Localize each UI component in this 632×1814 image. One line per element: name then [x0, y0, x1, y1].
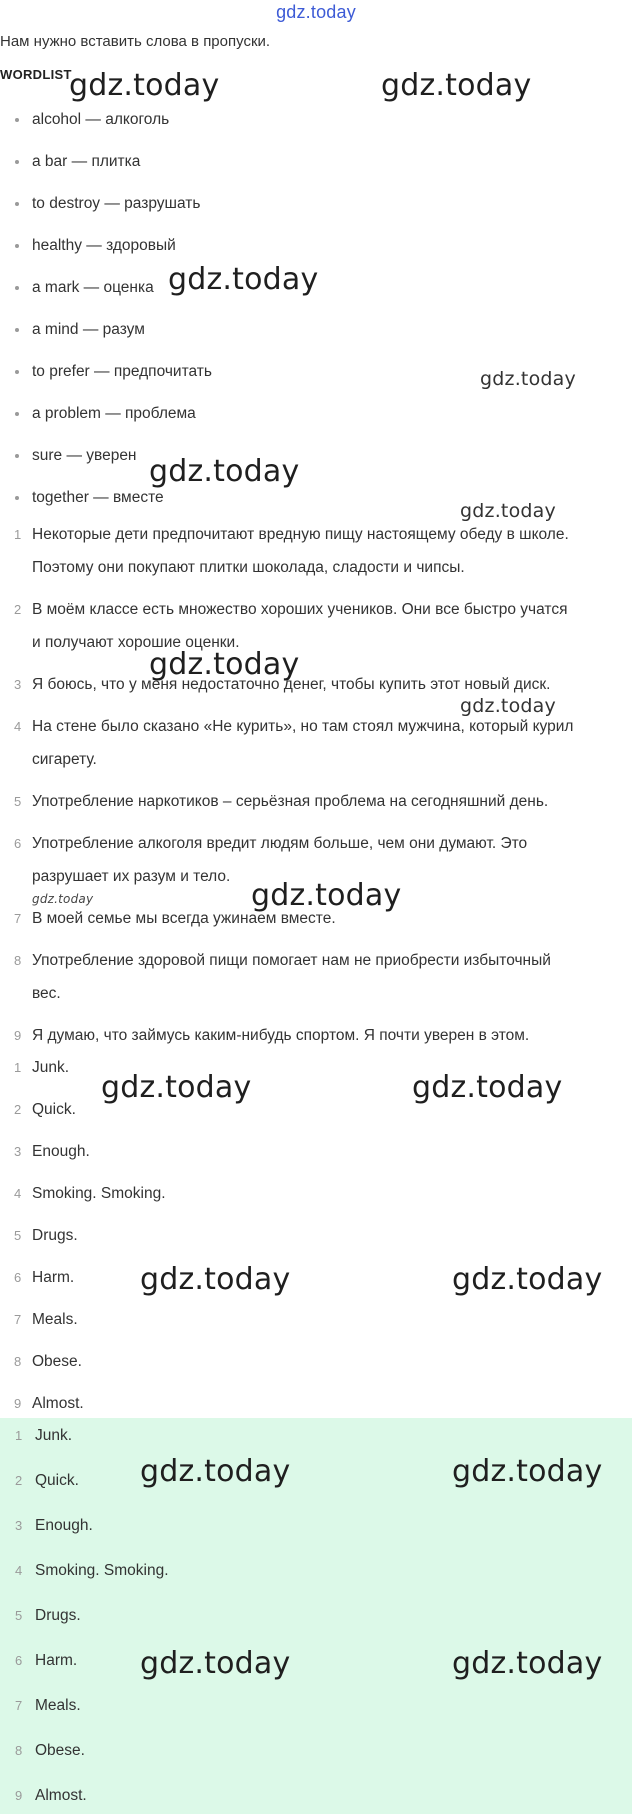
translation-line: разрушает их разум и тело.: [32, 868, 231, 885]
answer-text: Junk.: [32, 1059, 70, 1076]
answer-number: 7: [14, 1312, 22, 1327]
wordlist-entry: to destroy — разрушать: [32, 195, 201, 212]
translation-line: Употребление наркотиков – серьёзная проблема на сегодняшний день.: [32, 793, 549, 810]
list-item: [0, 444, 632, 468]
translation-text: [32, 593, 627, 659]
watermark: gdz.today: [32, 892, 94, 906]
answer-number: 5: [15, 1608, 23, 1623]
answer-number: 3: [15, 1518, 23, 1533]
wordlist-entry: a mind — разум: [32, 321, 145, 338]
watermark: gdz.today: [168, 262, 319, 297]
watermark: gdz.today: [460, 500, 556, 522]
watermark: gdz.today: [452, 1646, 603, 1681]
answer-text: Junk.: [35, 1427, 73, 1444]
answer-number: 2: [15, 1473, 23, 1488]
watermark: gdz.today: [412, 1070, 563, 1105]
bullet-icon: [15, 160, 19, 164]
answer-number: 8: [14, 1354, 22, 1369]
bullet-icon: [15, 202, 19, 206]
watermark: gdz.today: [69, 68, 220, 103]
translation-text: [32, 785, 627, 818]
answer-text: Drugs.: [35, 1607, 81, 1624]
intro-text: Нам нужно вставить слова в пропуски.: [0, 33, 271, 50]
answer-text: Drugs.: [32, 1227, 78, 1244]
answer-number: 2: [14, 1102, 22, 1117]
translation-text: [32, 1019, 627, 1052]
translation-line: Поэтому они покупают плитки шоколада, сладости и чипсы.: [32, 559, 465, 576]
answer-number: 9: [15, 1788, 23, 1803]
translation-number: 1: [14, 527, 22, 542]
translation-text: [32, 518, 627, 584]
answer-text: Harm.: [32, 1269, 75, 1286]
watermark: gdz.today: [381, 68, 532, 103]
watermark: gdz.today: [140, 1646, 291, 1681]
translation-line: Я думаю, что займусь каким-нибудь спортом. Я почти уверен в этом.: [32, 1027, 530, 1044]
answer-number: 3: [14, 1144, 22, 1159]
translation-number: 5: [14, 794, 22, 809]
watermark: gdz.today: [149, 454, 300, 489]
wordlist-entry: sure — уверен: [32, 447, 137, 464]
translation-number: 3: [14, 677, 22, 692]
answer-text: Meals.: [32, 1311, 78, 1328]
watermark: gdz.today: [460, 695, 556, 717]
answer-number: 1: [14, 1060, 22, 1075]
translation-number: 8: [14, 953, 22, 968]
translation-number: 2: [14, 602, 22, 617]
translation-line: сигарету.: [32, 751, 97, 768]
answer-number: 6: [15, 1653, 23, 1668]
watermark: gdz.today: [101, 1070, 252, 1105]
answer-text: Almost.: [35, 1787, 87, 1804]
watermark: gdz.today: [149, 647, 300, 682]
watermark: gdz.today: [251, 878, 402, 913]
list-item: [0, 234, 632, 258]
bullet-icon: [15, 370, 19, 374]
answer-text: Quick.: [35, 1472, 79, 1489]
bullet-icon: [15, 496, 19, 500]
bullet-icon: [15, 286, 19, 290]
list-item: [0, 402, 632, 426]
answer-number: 9: [14, 1396, 22, 1411]
translation-line: вес.: [32, 985, 61, 1002]
wordlist-entry: alcohol — алкоголь: [32, 111, 170, 128]
translation-line: Некоторые дети предпочитают вредную пищу настоящему обеду в школе.: [32, 526, 569, 543]
answer-text: Obese.: [35, 1742, 85, 1759]
bullet-icon: [15, 454, 19, 458]
answer-text: Almost.: [32, 1395, 84, 1412]
wordlist-entry: a mark — оценка: [32, 279, 154, 296]
translation-line: На стене было сказано «Не курить», но там стоял мужчина, который курил: [32, 718, 574, 735]
list-item: [0, 318, 632, 342]
bullet-icon: [15, 118, 19, 122]
wordlist-title: WORDLIST: [0, 67, 72, 82]
answer-text: Smoking. Smoking.: [35, 1562, 169, 1579]
translation-text: [32, 944, 627, 1010]
bullet-icon: [15, 244, 19, 248]
wordlist-entry: to prefer — предпочитать: [32, 363, 212, 380]
answer-text: Enough.: [35, 1517, 93, 1534]
translation-number: 7: [14, 911, 22, 926]
answer-number: 4: [15, 1563, 23, 1578]
translation-text: [32, 710, 627, 776]
answer-text: Harm.: [35, 1652, 78, 1669]
answer-text: Obese.: [32, 1353, 82, 1370]
watermark: gdz.today: [140, 1262, 291, 1297]
translation-number: 4: [14, 719, 22, 734]
answer-text: Meals.: [35, 1697, 81, 1714]
answer-number: 7: [15, 1698, 23, 1713]
answer-number: 8: [15, 1743, 23, 1758]
answer-text: Enough.: [32, 1143, 90, 1160]
translation-line: Я боюсь, что у меня недостаточно денег, чтобы купить этот новый диск.: [32, 676, 551, 693]
list-item: [0, 108, 632, 132]
translation-line: Употребление здоровой пищи помогает нам не приобрести избыточный: [32, 952, 551, 969]
watermark: gdz.today: [480, 368, 576, 390]
wordlist-entry: a problem — проблема: [32, 405, 196, 422]
answer-number: 6: [14, 1270, 22, 1285]
bullet-icon: [15, 328, 19, 332]
watermark: gdz.today: [452, 1262, 603, 1297]
wordlist-entry: a bar — плитка: [32, 153, 141, 170]
translation-line: В моей семье мы всегда ужинаем вместе.: [32, 910, 336, 927]
bullet-icon: [15, 412, 19, 416]
answer-text: Smoking. Smoking.: [32, 1185, 166, 1202]
wordlist-entry: healthy — здоровый: [32, 237, 176, 254]
list-item: [0, 150, 632, 174]
answer-number: 1: [15, 1428, 23, 1443]
answer-text: Quick.: [32, 1101, 76, 1118]
answer-number: 5: [14, 1228, 22, 1243]
watermark: gdz.today: [140, 1454, 291, 1489]
translation-number: 6: [14, 836, 22, 851]
wordlist-entry: together — вместе: [32, 489, 164, 506]
watermark: gdz.today: [452, 1454, 603, 1489]
translation-number: 9: [14, 1028, 22, 1043]
site-logo[interactable]: gdz.today: [276, 2, 356, 22]
list-item: [0, 192, 632, 216]
translation-line: и получают хорошие оценки.: [32, 634, 240, 651]
answer-number: 4: [14, 1186, 22, 1201]
translation-line: В моём классе есть множество хороших учеников. Они все быстро учатся: [32, 601, 568, 618]
translation-line: Употребление алкоголя вредит людям больше, чем они думают. Это: [32, 835, 528, 852]
